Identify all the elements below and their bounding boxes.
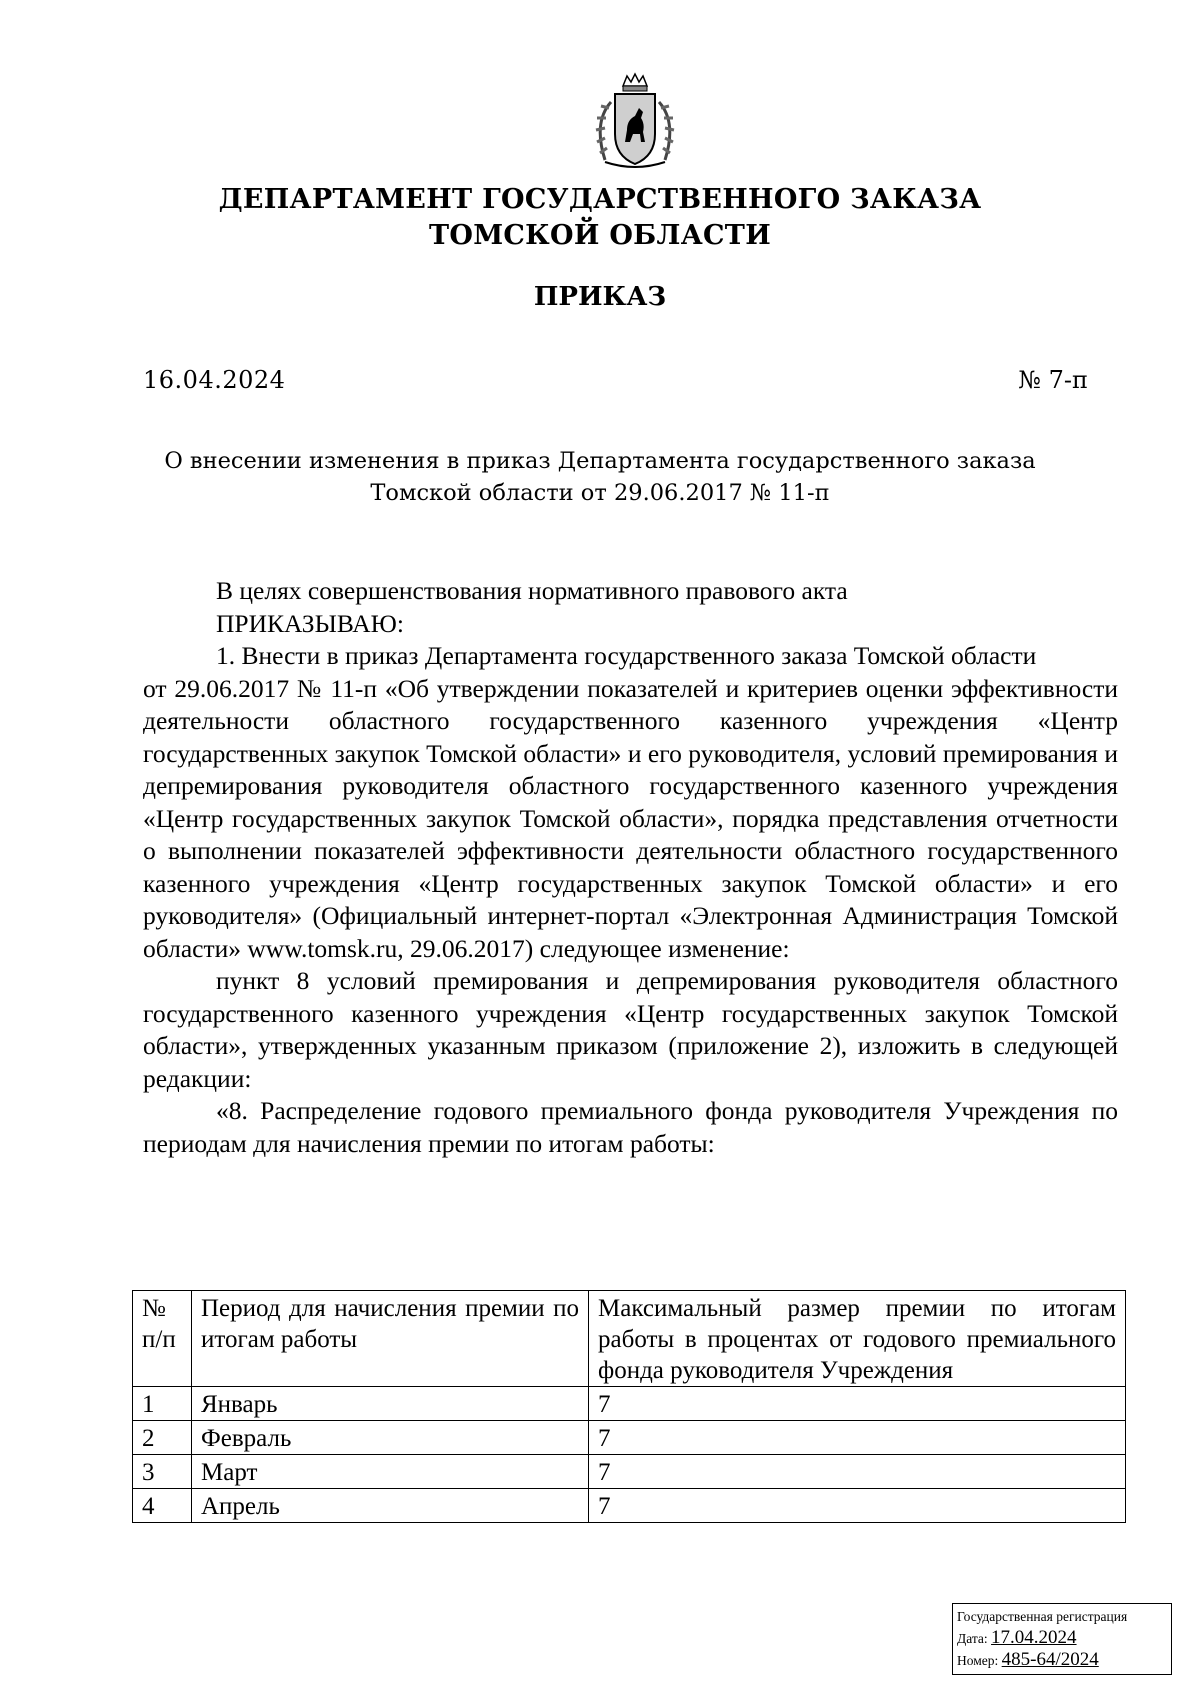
table-cell: 1 [133, 1387, 192, 1421]
item-1-start: 1. Внести в приказ Департамента государственного заказа Томской области [216, 641, 1037, 670]
table-header-cell: № п/п [133, 1291, 192, 1387]
table-cell: 7 [589, 1455, 1126, 1489]
table-header-cell: Период для начисления премии по итогам работы [192, 1291, 589, 1387]
table-cell: Февраль [192, 1421, 589, 1455]
organization-name [0, 182, 1200, 254]
clause-paragraph: пункт 8 условий премирования и депремирования руководителя областного государственного казенного учреждения «Центр государственных закупок Томской области», утвержденных указанным приказом (приложение 2), изложить в следующей редакции: [143, 966, 1118, 1093]
stamp-number-row [957, 1649, 1167, 1671]
table-row [133, 1455, 1126, 1489]
table-cell: Март [192, 1455, 589, 1489]
order-word: ПРИКАЗЫВАЮ: [216, 608, 404, 638]
stamp-number-value: 485-64/2024 [1001, 1649, 1099, 1670]
document-subject [150, 445, 1050, 509]
stamp-number-label: Номер: [957, 1653, 999, 1668]
document-number: № 7-п [1018, 366, 1088, 394]
table-cell: 2 [133, 1421, 192, 1455]
stamp-date-label: Дата: [957, 1631, 988, 1646]
stamp-date-value: 17.04.2024 [991, 1627, 1077, 1648]
organization-line-1: ДЕПАРТАМЕНТ ГОСУДАРСТВЕННОГО ЗАКАЗА [218, 184, 982, 215]
table-cell: 7 [589, 1489, 1126, 1523]
bonus-distribution-table [132, 1290, 1126, 1523]
registration-stamp [952, 1603, 1172, 1675]
subject-line-2: Томской области от 29.06.2017 № 11-п [370, 480, 830, 506]
table-cell: 3 [133, 1455, 192, 1489]
table-cell: 4 [133, 1489, 192, 1523]
organization-line-2: ТОМСКОЙ ОБЛАСТИ [428, 220, 772, 251]
table-header-row [133, 1291, 1126, 1387]
document-date: 16.04.2024 [143, 366, 286, 394]
table-cell: Январь [192, 1387, 589, 1421]
subject-line-1: О внесении изменения в приказ Департамента государственного заказа [164, 448, 1036, 474]
stamp-date-row [957, 1627, 1167, 1649]
document-type: ПРИКАЗ [533, 282, 667, 312]
tomsk-oblast-coat-of-arms-icon [575, 72, 695, 172]
table-row [133, 1489, 1126, 1523]
table-row [133, 1387, 1126, 1421]
item-1-text: от 29.06.2017 № 11-п «Об утверждении показателей и критериев оценки эффективности деятельности областного государственного казенного учреждения «Центр государственных закупок Томской области» и его руководителя, условий премирования и депремирования руководителя областного государственного казенного учреждения «Центр государственных закупок Томской области», порядка представления отчетности о выполнении показателей эффективности деятельности областного государственного казенного учреждения «Центр государственных закупок Томской области» и его руководителя» (Официальный интернет-портал «Электронная Администрация Томской области» www.tomsk.ru, 29.06.2017) следующее изменение: [143, 673, 1118, 963]
table-cell: 7 [589, 1387, 1126, 1421]
table-header-cell: Максимальный размер премии по итогам работы в процентах от годового премиального фонда руководителя Учреждения [589, 1291, 1126, 1387]
purpose-paragraph: В целях совершенствования нормативного правового акта [216, 576, 848, 605]
table-cell: Апрель [192, 1489, 589, 1523]
table-cell: 7 [589, 1421, 1126, 1455]
table-row [133, 1421, 1126, 1455]
stamp-title: Государственная регистрация [957, 1609, 1128, 1624]
document-body [143, 575, 1118, 1160]
quote-paragraph: «8. Распределение годового премиального фонда руководителя Учреждения по периодам для начисления премии по итогам работы: [143, 1096, 1118, 1158]
